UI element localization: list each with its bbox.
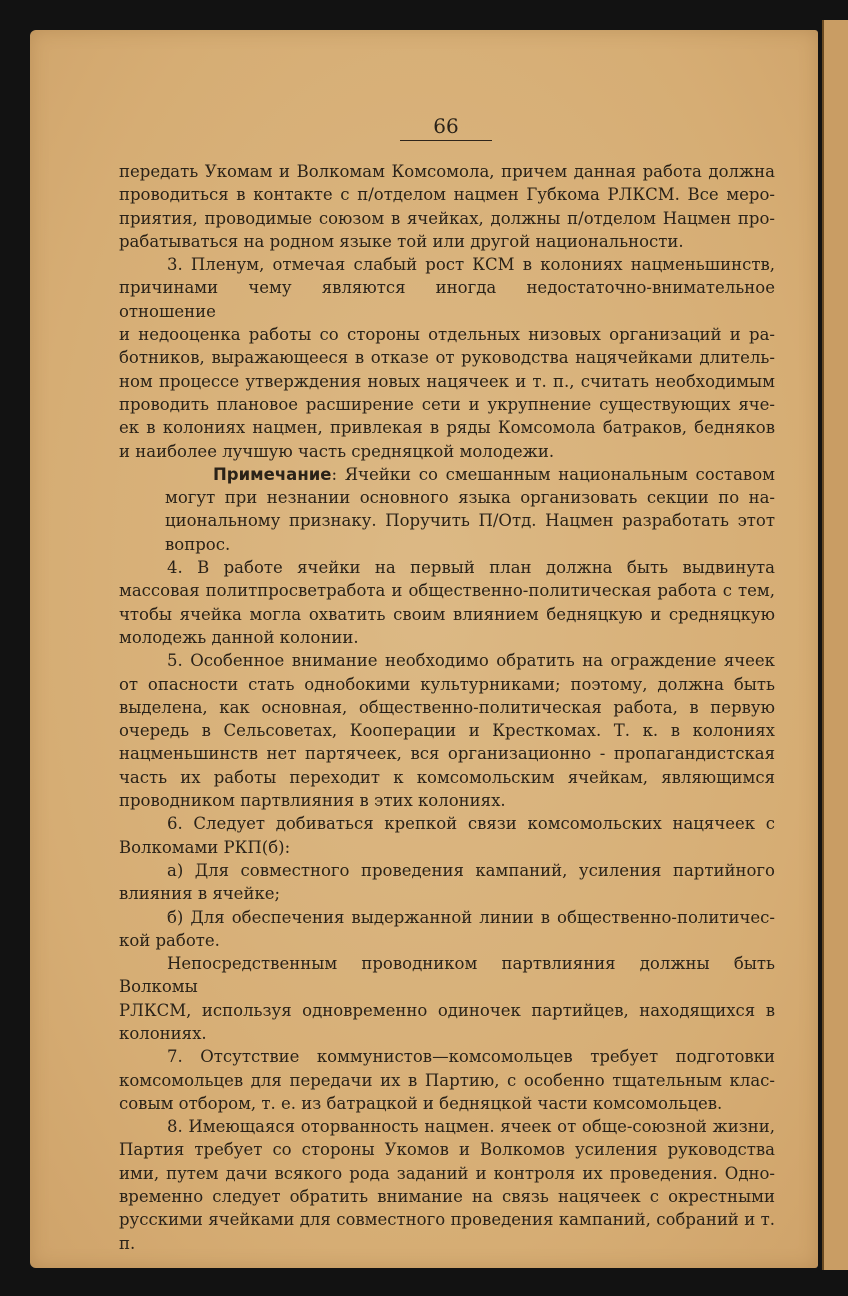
paragraph-3: 3. Пленум, отмечая слабый рост КСМ в колониях нацменьшинств, причинами чему являются иногда недостаточно-внимательное отношение и недооценка работы со стороны отдельных низовых организаций и ра- ботников, выражающееся в отказе от руководства нацячейками длитель- ном процессе утверждения новых нацячеек и т. п., считать необходимым проводить плановое расширение сети и укрупнение существующих яче- ек в колониях нацмен, привлекая в ряды Комсомола батраков, бедняков и наиболее лучшую часть средняцкой молодежи. — [119, 255, 775, 461]
paragraph-6: 6. Следует добиваться крепкой связи комсомольских нацячеек с Волкомами РКП(б): — [119, 814, 775, 857]
note-label: Примечание — [213, 464, 332, 484]
paragraph-5: 5. Особенное внимание необходимо обратить на ограждение ячеек от опасности стать однобокими культурниками; поэтому, должна быть выделена, как основная, общественно-политическая работа, в первую очередь в Сельсоветах, Кооперации и Кресткомах. Т. к. в колониях нацменьшинств нет партячеек, вся организационно - пропагандистская часть их работы переходит к комсомольским ячейкам, являющимся проводником партвлияния в этих колониях. — [119, 651, 775, 811]
paragraph-4: 4. В работе ячейки на первый план должна быть выдвинута массовая политпросветработа и общественно-политическая работа с тем, чтобы ячейка могла охватить своим влиянием бедняцкую и средняцкую молодежь данной колонии. — [119, 558, 775, 647]
paragraph-6a: а) Для совместного проведения кампаний, усиления партийного влияния в ячейке; — [119, 860, 775, 904]
paragraph-continuation: передать Укомам и Волкомам Комсомола, причем данная работа должна проводиться в контакте с п/отделом нацмен Губкома РЛКСМ. Все меро- приятия, проводимые союзом в ячейках, должны п/отделом Нацмен про- рабатываться на родном языке той или другой национальности. — [119, 162, 775, 251]
paragraph-8: 8. Имеющаяся оторванность нацмен. ячеек от обще-союзной жизни, Партия требует со стороны Укомов и Волкомов усиления руководства ими, путем дачи всякого рода заданий и контроля их проведения. Одно- временно следует обратить внимание на связь нацячеек с окрестными русскими ячейками для совместного проведения кампаний, собраний и т. п. — [119, 1117, 775, 1253]
paragraph-6b: б) Для обеспечения выдержанной линии в общественно-политичес- кой работе. — [119, 907, 775, 950]
adjacent-page-edge — [822, 20, 848, 1270]
page-text — [119, 160, 775, 1255]
page-number-rule — [400, 140, 492, 141]
note-paragraph: Примечание: Ячейки со смешанным национальным составом могут при незнании основного языка организовать секции по на- циональному признаку. Поручить П/Отд. Нацмен разработать этот вопрос. — [165, 464, 775, 554]
paragraph-7: 7. Отсутствие коммунистов—комсомольцев требует подготовки комсомольцев для передачи их в Партию, с особенно тщательным клас- совым отбором, т. е. из батрацкой и бедняцкой части комсомольцев. — [119, 1047, 775, 1113]
page-number: 66 — [433, 114, 459, 138]
paragraph-6c: Непосредственным проводником партвлияния должны быть Волкомы РЛКСМ, используя одновременно одиночек партийцев, находящихся в колониях. — [119, 954, 775, 1043]
